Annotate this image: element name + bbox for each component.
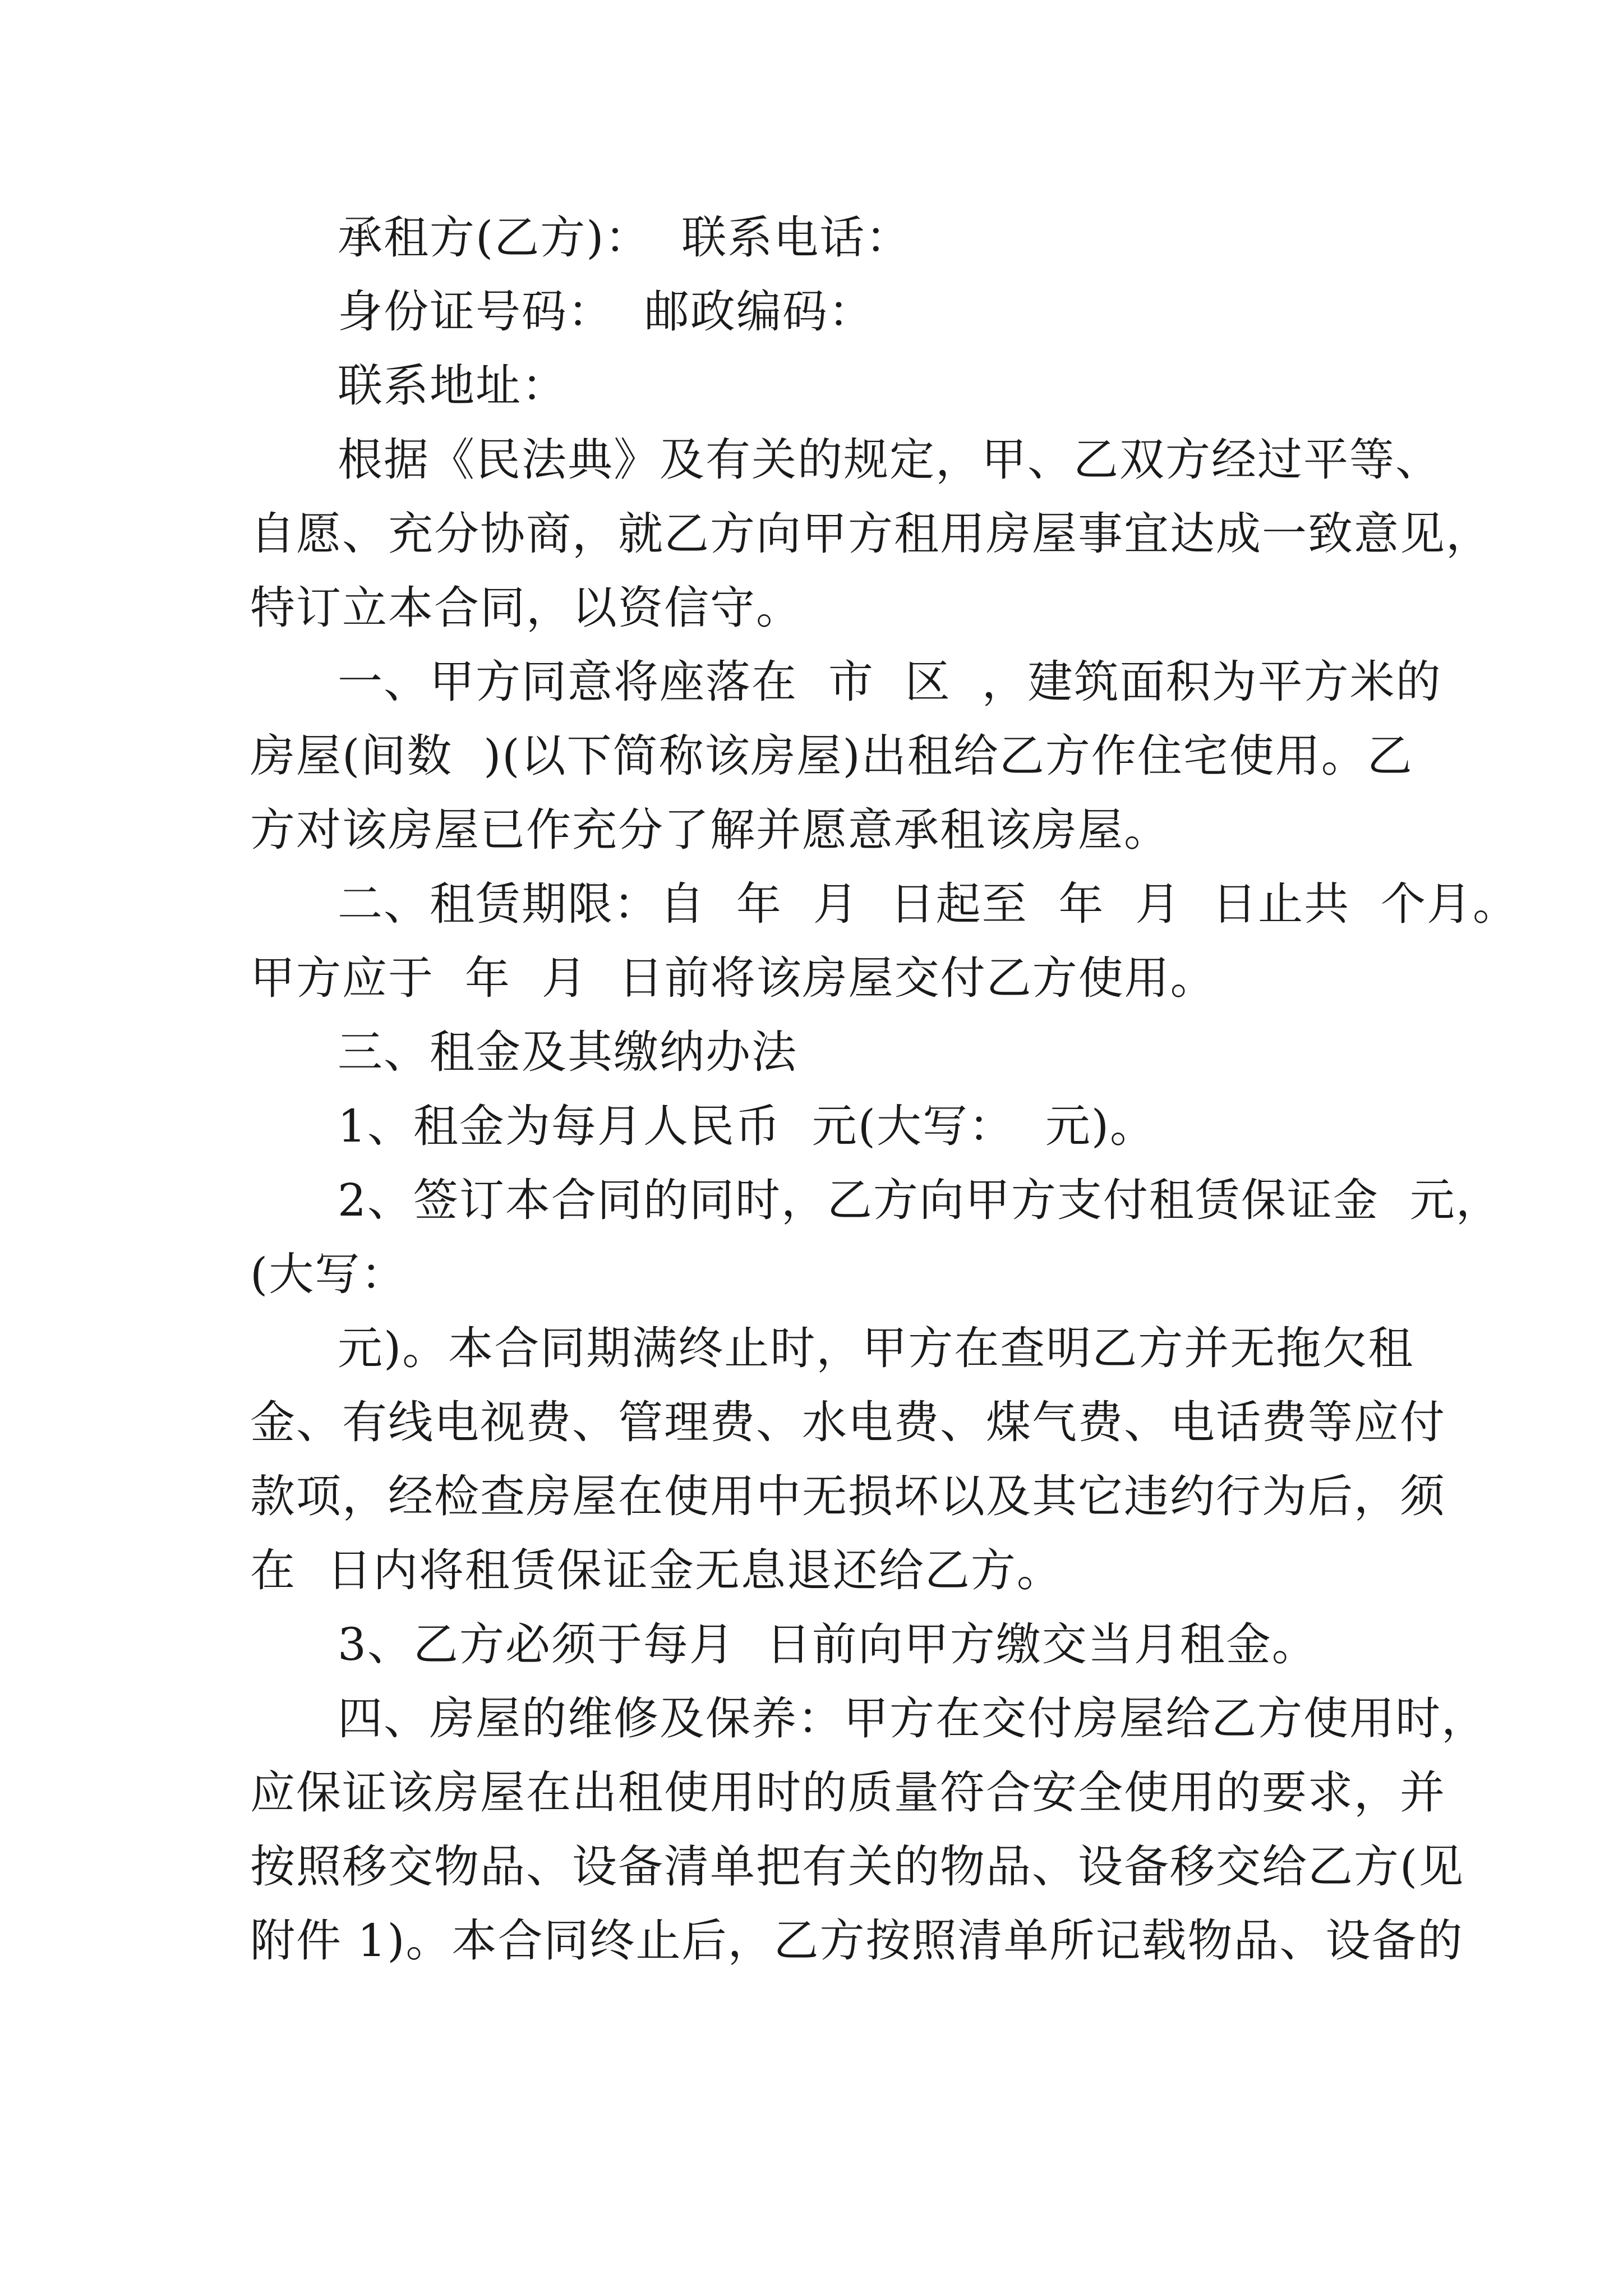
- text-line: 款项，经检查房屋在使用中无损坏以及其它违约行为后，须: [250, 1470, 1446, 1522]
- text-line: 根据《民法典》及有关的规定，甲、乙双方经过平等、: [338, 434, 1441, 486]
- text-line: 1、租金为每月人民币 元(大写： 元)。: [338, 1100, 1156, 1152]
- text-line: (大写：: [250, 1248, 407, 1300]
- text-line: 联系地址：: [338, 360, 568, 412]
- text-line: 方对该房屋已作充分了解并愿意承租该房屋。: [250, 804, 1170, 856]
- text-line: 自愿、充分协商，就乙方向甲方租用房屋事宜达成一致意见，: [250, 508, 1492, 560]
- text-line: 金、有线电视费、管理费、水电费、煤气费、电话费等应付: [250, 1396, 1446, 1448]
- text-line: 甲方应于 年 月 日前将该房屋交付乙方使用。: [250, 952, 1216, 1004]
- text-line: 附件 1)。本合同终止后，乙方按照清单所记载物品、设备的: [250, 1915, 1464, 1967]
- text-line: 在 日内将租赁保证金无息退还给乙方。: [250, 1544, 1063, 1596]
- text-line: 四、房屋的维修及保养：甲方在交付房屋给乙方使用时，: [338, 1692, 1487, 1745]
- text-line: 房屋(间数 )(以下简称该房屋)出租给乙方作住宅使用。乙: [250, 730, 1413, 782]
- text-line: 3、乙方必须于每月 日前向甲方缴交当月租金。: [338, 1618, 1318, 1671]
- text-line: 一、甲方同意将座落在 市 区 ，建筑面积为平方米的: [338, 656, 1442, 708]
- text-line: 2、签订本合同的同时，乙方向甲方支付租赁保证金 元，: [338, 1174, 1502, 1226]
- text-line: 三、租金及其缴纳办法: [338, 1026, 797, 1078]
- text-line: 按照移交物品、设备清单把有关的物品、设备移交给乙方(见: [250, 1841, 1465, 1893]
- contract-body: [250, 201, 1519, 1978]
- text-line: 二、租赁期限：自 年 月 日起至 年 月 日止共 个月。: [338, 878, 1519, 930]
- text-line: 元)。本合同期满终止时，甲方在查明乙方并无拖欠租: [338, 1322, 1414, 1374]
- text-line: 身份证号码： 邮政编码：: [338, 286, 874, 338]
- text-line: 承租方(乙方)： 联系电话：: [338, 211, 912, 264]
- text-line: 应保证该房屋在出租使用时的质量符合安全使用的要求，并: [250, 1766, 1446, 1819]
- text-line: 特订立本合同，以资信守。: [250, 582, 802, 634]
